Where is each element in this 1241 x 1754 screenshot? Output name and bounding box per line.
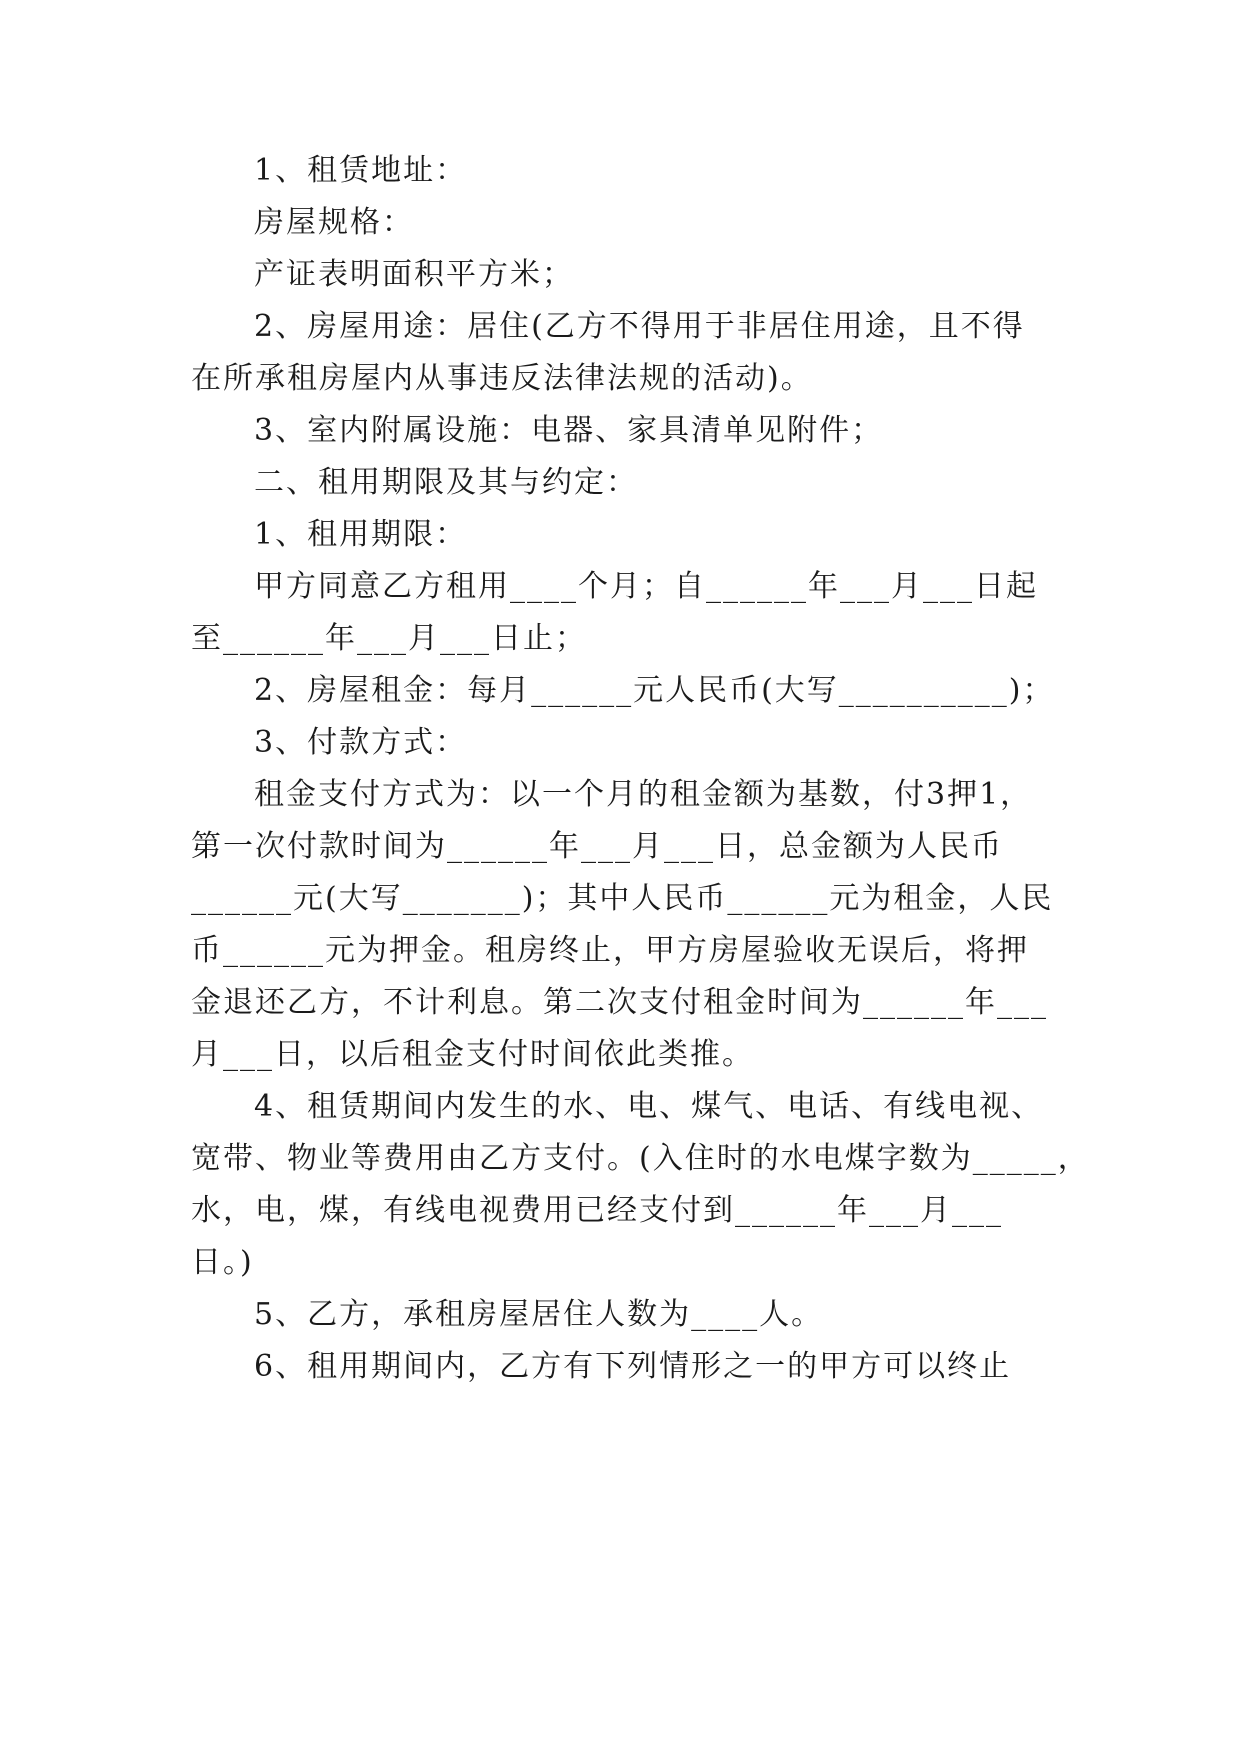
text-line: 产证表明面积平方米； [254, 257, 574, 292]
text-line: 2、房屋用途：居住(乙方不得用于非居住用途，且不得 [254, 309, 1025, 344]
text-line: 币______元为押金。租房终止，甲方房屋验收无误后，将押 [191, 933, 1029, 968]
text-line: 金退还乙方，不计利息。第二次支付租金时间为______年___ [191, 985, 1048, 1020]
text-line: 在所承租房屋内从事违反法律法规的活动)。 [191, 361, 813, 396]
text-line: 6、租用期间内，乙方有下列情形之一的甲方可以终止 [254, 1349, 1012, 1384]
text-line: 水，电，煤，有线电视费用已经支付到______年___月___ [191, 1193, 1003, 1228]
text-line: 甲方同意乙方租用____个月；自______年___月___日起 [254, 569, 1038, 604]
text-line: 2、房屋租金：每月______元人民币(大写__________)； [254, 673, 1055, 708]
text-line: 1、租用期限： [254, 517, 468, 552]
text-line: 第一次付款时间为______年___月___日，总金额为人民币 [191, 829, 1003, 864]
text-line: 3、付款方式： [254, 725, 468, 760]
text-line: 二、租用期限及其与约定： [254, 465, 638, 500]
text-line: 月___日，以后租金支付时间依此类推。 [191, 1037, 754, 1072]
text-line: 房屋规格： [254, 205, 414, 240]
text-line: 3、室内附属设施：电器、家具清单见附件； [254, 413, 884, 448]
text-line: 日。) [191, 1245, 254, 1280]
text-line: ______元(大写_______)；其中人民币______元为租金，人民 [191, 881, 1054, 916]
text-line: 5、乙方，承租房屋居住人数为____人。 [254, 1297, 824, 1332]
text-line: 租金支付方式为：以一个月的租金额为基数，付3押1， [254, 777, 1033, 812]
text-line: 至______年___月___日止； [191, 621, 587, 656]
text-line: 宽带、物业等费用由乙方支付。(入住时的水电煤字数为_____， [191, 1141, 1090, 1176]
text-line: 4、租赁期间内发生的水、电、煤气、电话、有线电视、 [254, 1089, 1044, 1124]
text-line: 1、租赁地址： [254, 153, 468, 188]
